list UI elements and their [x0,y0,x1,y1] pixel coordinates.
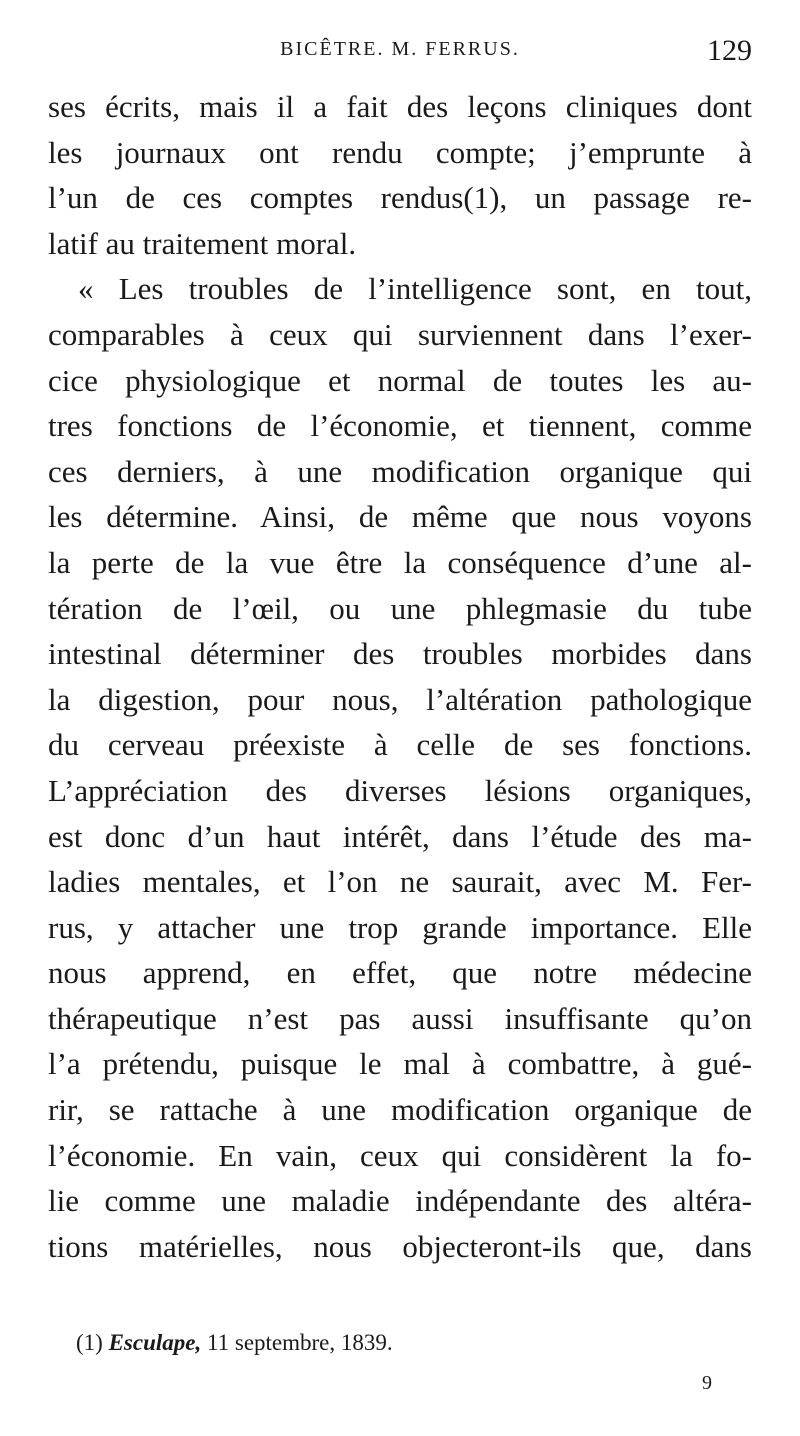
text-line: L’appréciation des diverses lésions organiques, [48,772,752,808]
text-line: nous apprend, en effet, que notre médecine [48,955,752,991]
text-line: du cerveau préexiste à celle de ses fonctions. [48,727,752,763]
text-line: « Les troubles de l’intelligence sont, en tout, [78,271,752,307]
text-line: est donc d’un haut intérêt, dans l’étude des ma- [48,818,752,854]
text-line: rus, y attacher une trop grande importance. Elle [48,909,752,945]
text-line: ladies mentales, et l’on ne saurait, avec M. Fer- [48,864,752,900]
page-header [48,34,752,70]
footnote-text: 11 septembre, 1839. [206,1330,393,1355]
text-line: la perte de la vue être la conséquence d’une al- [48,544,752,580]
text-line: latif au traitement moral. [48,225,357,261]
text-line: tération de l’œil, ou une phlegmasie du tube [48,590,752,626]
text-line: ses écrits, mais il a fait des leçons cliniques dont [48,89,752,124]
text-line: cice physiologique et normal de toutes les au- [48,362,752,398]
text-line: thérapeutique n’est pas aussi insuffisante qu’on [48,1000,752,1036]
footnote [76,1330,393,1356]
running-head: BICÊTRE. M. FERRUS. [280,38,520,60]
text-line: tres fonctions de l’économie, et tiennent, comme [48,408,752,444]
footnote-marker: (1) [76,1330,103,1355]
text-line: l’un de ces comptes rendus(1), un passage re- [48,180,752,216]
body-text [48,84,752,1269]
text-line: ces derniers, à une modification organique qui [48,453,752,489]
text-line: comparables à ceux qui surviennent dans l’exer- [48,316,752,352]
page-number: 129 [707,34,752,67]
text-line: les détermine. Ainsi, de même que nous voyons [48,499,752,535]
text-line: les journaux ont rendu compte; j’emprunte à [48,134,752,170]
text-line: l’économie. En vain, ceux qui considèrent la fo- [48,1137,752,1173]
text-line: lie comme une maladie indépendante des altéra- [48,1183,752,1219]
signature-mark: 9 [702,1372,712,1394]
text-line: tions matérielles, nous objecteront-ils que, dans [48,1228,752,1264]
footnote-title: Esculape, [108,1330,202,1355]
text-line: intestinal déterminer des troubles morbides dans [48,636,752,672]
text-line: rir, se rattache à une modification organique de [48,1092,752,1128]
text-line: la digestion, pour nous, l’altération pathologique [48,681,752,717]
text-line: l’a prétendu, puisque le mal à combattre, à gué- [48,1046,752,1082]
